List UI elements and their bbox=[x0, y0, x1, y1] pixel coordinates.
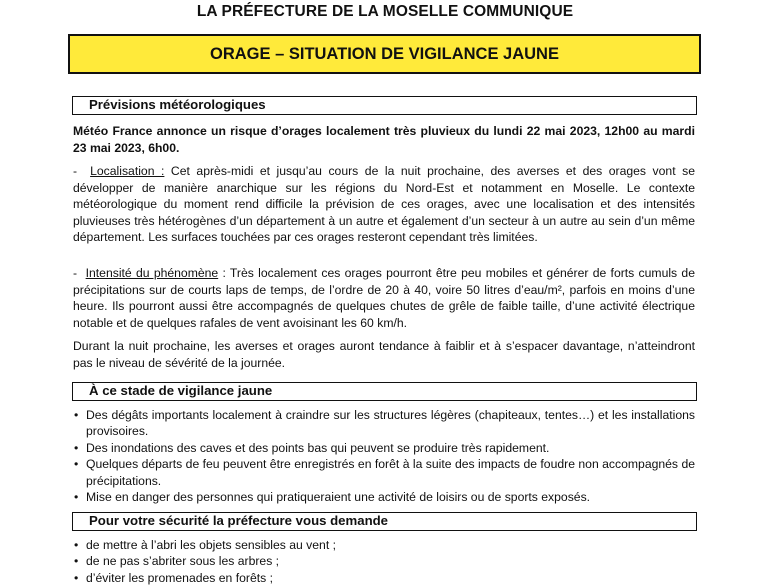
bullet-marker: • bbox=[74, 538, 79, 552]
vigilance-banner bbox=[68, 34, 701, 74]
night-paragraph: Durant la nuit prochaine, les averses et orages auront tendance à faiblir et à s’espacer davantage, n’atteindront pas le niveau de sévérité de la journée. bbox=[73, 339, 695, 370]
bullet-marker: • bbox=[74, 440, 79, 455]
intensity-dash: - bbox=[73, 266, 78, 280]
intensity-label: Intensité du phénomène bbox=[85, 266, 219, 280]
localisation-label: Localisation : bbox=[90, 164, 165, 178]
forecast-announcement: Météo France annonce un risque d’orages localement très pluvieux du lundi 22 mai 2023, 12h00 au mardi 23 mai 2023, 6h00. bbox=[73, 124, 695, 155]
list-item: • Mise en danger des personnes qui pratiqueraient une activité de loisirs ou de sports exposés. bbox=[74, 490, 591, 505]
bullet-marker: • bbox=[74, 554, 79, 569]
banner-title: ORAGE – SITUATION DE VIGILANCE JAUNE bbox=[210, 44, 559, 63]
list-item: • de ne pas s’abriter sous les arbres ; bbox=[74, 554, 280, 569]
localisation-dash: - bbox=[73, 164, 78, 178]
bullet-marker: • bbox=[74, 570, 79, 585]
vigilance-list bbox=[73, 407, 695, 505]
list-item: • Quelques départs de feu peuvent être enregistrés en forêt à la suite des impacts de foudre non accompagnés de précipitations. bbox=[74, 457, 695, 488]
bullet-marker: • bbox=[74, 457, 79, 472]
forecast-section-heading: Prévisions météorologiques bbox=[72, 96, 697, 115]
localisation-paragraph bbox=[73, 163, 695, 246]
vigilance-section-heading: À ce stade de vigilance jaune bbox=[72, 382, 697, 401]
bullet-marker: • bbox=[74, 408, 79, 422]
intensity-text: : Très localement ces orages pourront être peu mobiles et générer de forts cumuls de précipitations sur de courts laps de temps, de l’ordre de 20 à 40, voire 50 litres d’eau/m², parfois en moins d’une heure. Ils pourront aussi être accompagnés de quelques chutes de grêle de faible taille, d’une activité électrique notable et de quelques rafales de vent avoisinant les 60 km/h. bbox=[73, 266, 695, 330]
list-item: • d’éviter les promenades en forêts ; bbox=[74, 570, 273, 585]
safety-list bbox=[73, 537, 695, 586]
list-item: • Des inondations des caves et des points bas qui peuvent se produire très rapidement. bbox=[74, 440, 550, 455]
localisation-text: Cet après-midi et jusqu’au cours de la nuit prochaine, des averses et des orages vont se développer de manière anarchique sur les régions du Nord-Est et notamment en Moselle. Le contexte météorologique du moment rend difficile la prévision de ces orages, avec une localisation et des intensités pluvieuses très hétérogènes d’un département à un autre et également d’un secteur à un autre au sein d’un même département. Les surfaces touchées par ces orages resteront cependant très limitées. bbox=[73, 164, 695, 245]
list-item: • de mettre à l’abri les objets sensibles au vent ; bbox=[74, 538, 336, 552]
prefecture-header: LA PRÉFECTURE DE LA MOSELLE COMMUNIQUE bbox=[196, 3, 574, 20]
bullet-marker: • bbox=[74, 490, 79, 505]
list-item: • Des dégâts importants localement à craindre sur les structures légères (chapiteaux, tentes…) et les installations provisoires. bbox=[74, 408, 695, 439]
safety-section-heading: Pour votre sécurité la préfecture vous demande bbox=[72, 512, 697, 531]
intensity-paragraph bbox=[73, 265, 695, 331]
